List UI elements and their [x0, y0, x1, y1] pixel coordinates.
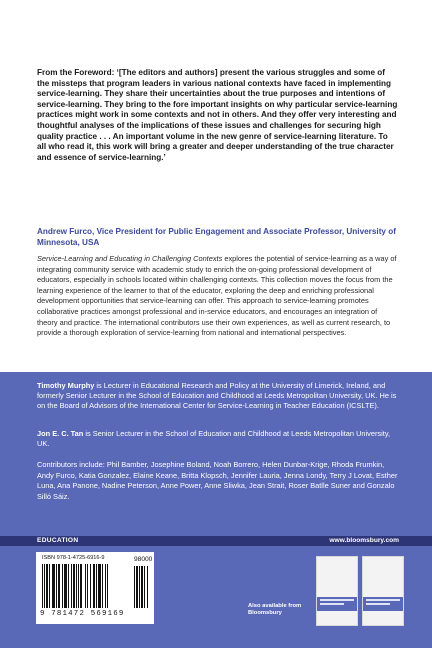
price-barcode-icon — [134, 566, 150, 608]
publisher-website: www.bloomsbury.com — [329, 537, 399, 544]
author-bio-2 — [37, 429, 399, 449]
book-description — [37, 254, 399, 339]
barcode-digits: 9 781472 569169 — [40, 610, 125, 618]
also-available-label: Also available from Bloomsbury — [248, 603, 302, 617]
foreword-attribution: Andrew Furco, Vice President for Public Engagement and Associate Professor, University of Minnesota, USA — [37, 227, 396, 247]
author-name-1: Timothy Murphy — [37, 381, 95, 390]
author-bio-1 — [37, 381, 399, 412]
related-book-thumbnail — [362, 556, 404, 626]
author-bio-text-1: is Lecturer in Educational Research and Policy at the University of Limerick, Ireland, and formerly Senior Lecturer in the School of Education and Childhood at Leeds Metropolitan University, UK. He is on the Board of Advisors of the International Center for Service-Learning in Teacher Education (ICSLTE). — [37, 381, 397, 411]
related-book-thumbnail — [316, 556, 358, 626]
foreword-quote: From the Foreword: ‘[The editors and authors] present the various struggles and some of the missteps that program leaders in various national contexts have faced in implementing service-learning. They share their uncertainties about the true purposes and intentions of service-learning. They bring to the fore important insights on why particular service-learning practices might work in some contexts and not in others. And they offer very interesting and thoughtful analyses of the implications of these issues and challenges for securing high quality practice . . . An important volume in the new genre of service-learning literature. To all who read it, this work will bring a greater and deeper understanding of the true character and essence of service-learning.’ — [37, 68, 398, 162]
book-title: Service-Learning and Educating in Challenging Contexts — [37, 254, 223, 263]
price-code: 98000 — [134, 556, 153, 563]
barcode-icon — [42, 564, 132, 608]
contributors-list: Contributors include: Phil Bamber, Josephine Boland, Noah Borrero, Helen Dunbar-Krige, Rhoda Frumkin, Andy Furco, Katia Gonzalez, Elaine Keane, Britta Klopsch, Jennifer Lauria, Jenna Londy, Terry J Lovat, Esther Luna, Ana Panone, Nadine Peterson, Anne Power, Anne Sliwka, Jean Strait, Roser Batlle Suner and Gonzalo Silló Sáiz. — [37, 460, 398, 501]
barcode-panel — [36, 552, 154, 624]
category-label: EDUCATION — [37, 537, 79, 544]
description-text: explores the potential of service-learning as a way of integrating community service with academic study to enrich the on-going professional development of educators, especially in schools located within challenging contexts. This collection moves the focus from the learning experience of the learner to that of the educator, exploring the deep and enriching professional development opportunities that service-learning can offer. This approach to service-learning promotes collaborative practices amongst professional and in-service educators, and encourages an integration of theory and practice. The international contributors use their own experiences, as well as current research, to provide a thorough exploration of service-learning from national and international perspectives. — [37, 254, 397, 338]
author-name-2: Jon E. C. Tan — [37, 429, 84, 438]
isbn-label: ISBN 978-1-4725-6916-9 — [42, 555, 105, 561]
author-bio-text-2: is Senior Lecturer in the School of Education and Childhood at Leeds Metropolitan University, UK. — [37, 429, 391, 449]
